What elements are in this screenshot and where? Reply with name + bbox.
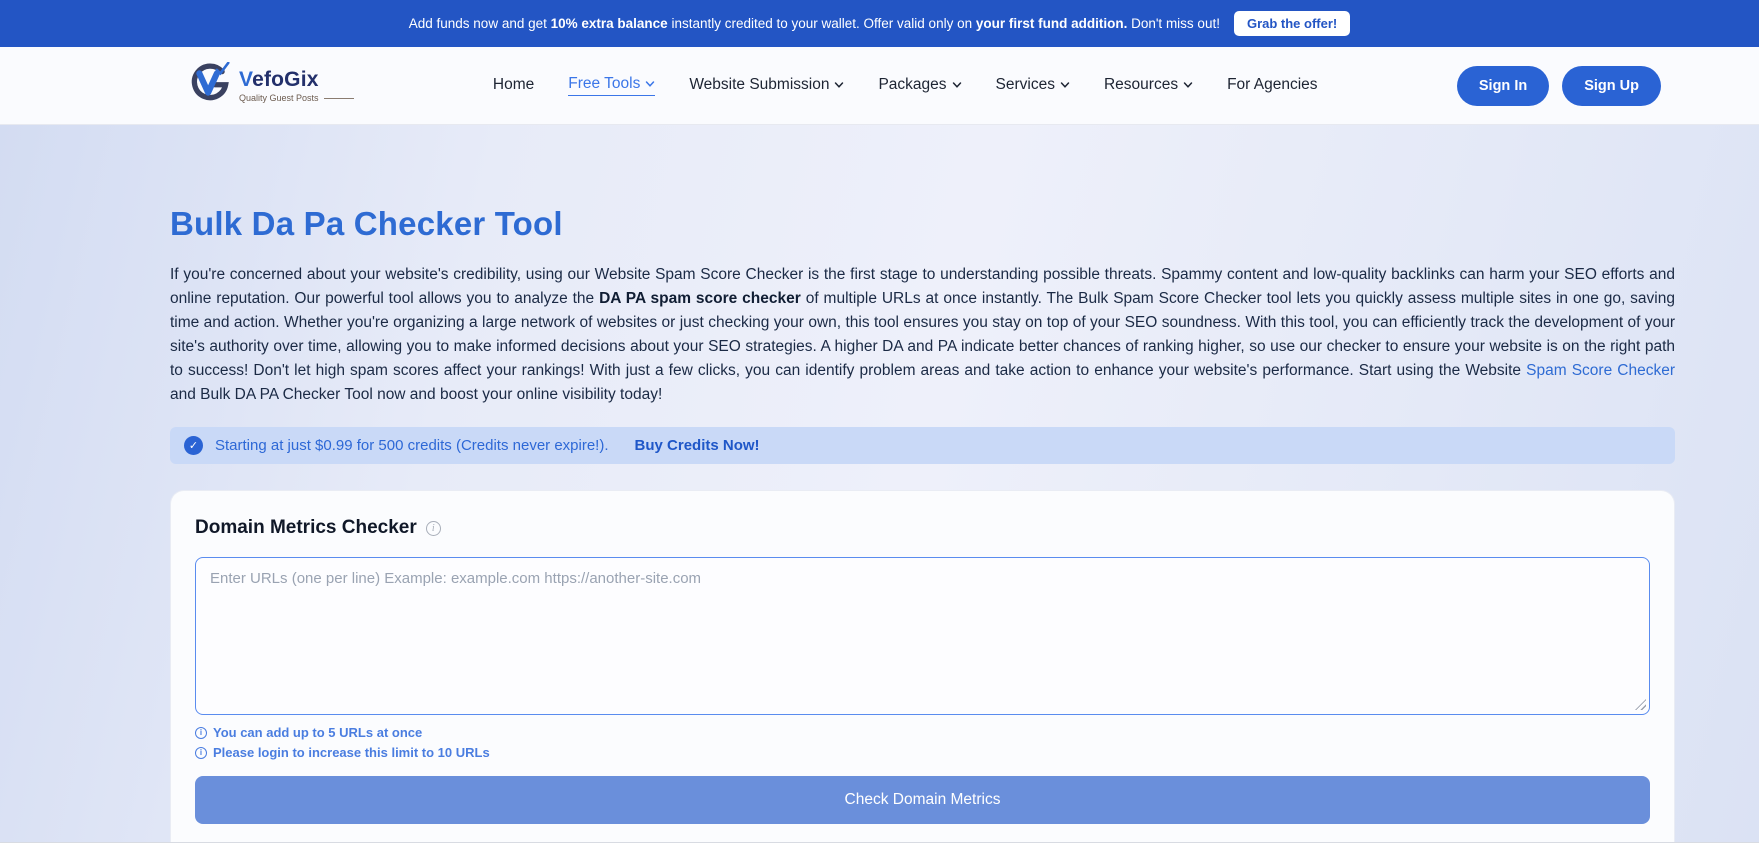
nav-item-services[interactable]: Services (996, 76, 1070, 96)
chevron-down-icon (645, 79, 655, 89)
urls-textarea[interactable] (195, 557, 1650, 715)
spam-score-checker-link[interactable]: Spam Score Checker (1526, 362, 1675, 379)
check-domain-metrics-button[interactable]: Check Domain Metrics (195, 776, 1650, 824)
card-heading: Domain Metrics Checker (195, 517, 417, 538)
promo-banner (0, 0, 1759, 47)
buy-credits-link[interactable]: Buy Credits Now! (634, 437, 760, 454)
info-icon: i (195, 747, 207, 759)
logo[interactable] (188, 62, 354, 109)
credits-banner (170, 427, 1675, 464)
page-title: Bulk Da Pa Checker Tool (170, 205, 563, 242)
chevron-down-icon (1060, 80, 1070, 90)
intro-paragraph (170, 263, 1675, 407)
chevron-down-icon (1183, 80, 1193, 90)
intro-part-1: If you're concerned about your website's credibility, using our Website Spam Score Checker is the first stage to understanding possible threats. Spammy content and low-quality backlinks can harm your SEO efforts and online reputation. Our powerful tool allows you to analyze the (170, 266, 1675, 307)
auth-buttons (1457, 66, 1661, 106)
intro-part-2: of multiple URLs at once instantly. The Bulk Spam Score Checker tool lets you quickly assess multiple sites in one go, saving time and action. Whether you're organizing a large network of websites or just checking your own, this tool ensures you stay on top of your SEO soundness. With this tool, you can efficiently track the development of your site's authority over time, allowing you to make informed decisions about your SEO strategies. A higher DA and PA indicate better chances of ranking higher, so use our checker to ensure your website is on the right path to success! Don't let high spam scores affect your rankings! With just a few clicks, you can identify problem areas and take action to enhance your website's performance. Start using the Website (170, 290, 1675, 379)
limit-notes (195, 725, 1650, 760)
nav-item-packages[interactable]: Packages (878, 76, 961, 96)
nav-item-resources[interactable]: Resources (1104, 76, 1193, 96)
nav-item-for-agencies[interactable]: For Agencies (1227, 75, 1318, 93)
domain-metrics-card (170, 490, 1675, 847)
chevron-down-icon (952, 80, 962, 90)
grab-offer-button[interactable]: Grab the offer! (1234, 11, 1350, 36)
logo-text (239, 68, 354, 103)
note-url-limit: i You can add up to 5 URLs at once (195, 725, 1650, 740)
info-icon[interactable]: i (426, 521, 441, 536)
sign-in-button[interactable]: Sign In (1457, 66, 1549, 106)
promo-text-bold-first-fund: your first fund addition. (975, 16, 1128, 31)
promo-banner-text (409, 16, 1220, 31)
promo-text-mid: instantly credited to your wallet. Offer valid only on (667, 16, 976, 31)
main-nav (493, 75, 1318, 96)
credits-text: Starting at just $0.99 for 500 credits (Credits never expire!). (215, 437, 609, 454)
tagline-rule (324, 98, 354, 99)
intro-part-3: and Bulk DA PA Checker Tool now and boost your online visibility today! (170, 386, 663, 403)
info-icon: i (195, 727, 207, 739)
intro-bold-da-pa: DA PA spam score checker (599, 290, 801, 307)
nav-item-free-tools[interactable]: Free Tools (568, 75, 655, 96)
nav-item-website-submission[interactable]: Website Submission (689, 76, 844, 96)
promo-text-bold-balance: 10% extra balance (550, 16, 668, 31)
logo-tagline: Quality Guest Posts (239, 93, 354, 103)
url-input-wrap (195, 557, 1650, 715)
page-bottom-edge (0, 842, 1759, 847)
check-circle-icon: ✓ (184, 436, 203, 455)
logo-icon (188, 62, 230, 109)
brand-name: VefoGix (239, 68, 319, 91)
sign-up-button[interactable]: Sign Up (1562, 66, 1661, 106)
promo-text-prefix: Add funds now and get (408, 16, 551, 31)
main-area (0, 125, 1759, 842)
chevron-down-icon (834, 80, 844, 90)
nav-item-home[interactable]: Home (492, 75, 535, 93)
promo-text-suffix: Don't miss out! (1127, 16, 1220, 31)
site-header (0, 47, 1759, 125)
note-login-limit: i Please login to increase this limit to 10 URLs (195, 745, 1650, 760)
